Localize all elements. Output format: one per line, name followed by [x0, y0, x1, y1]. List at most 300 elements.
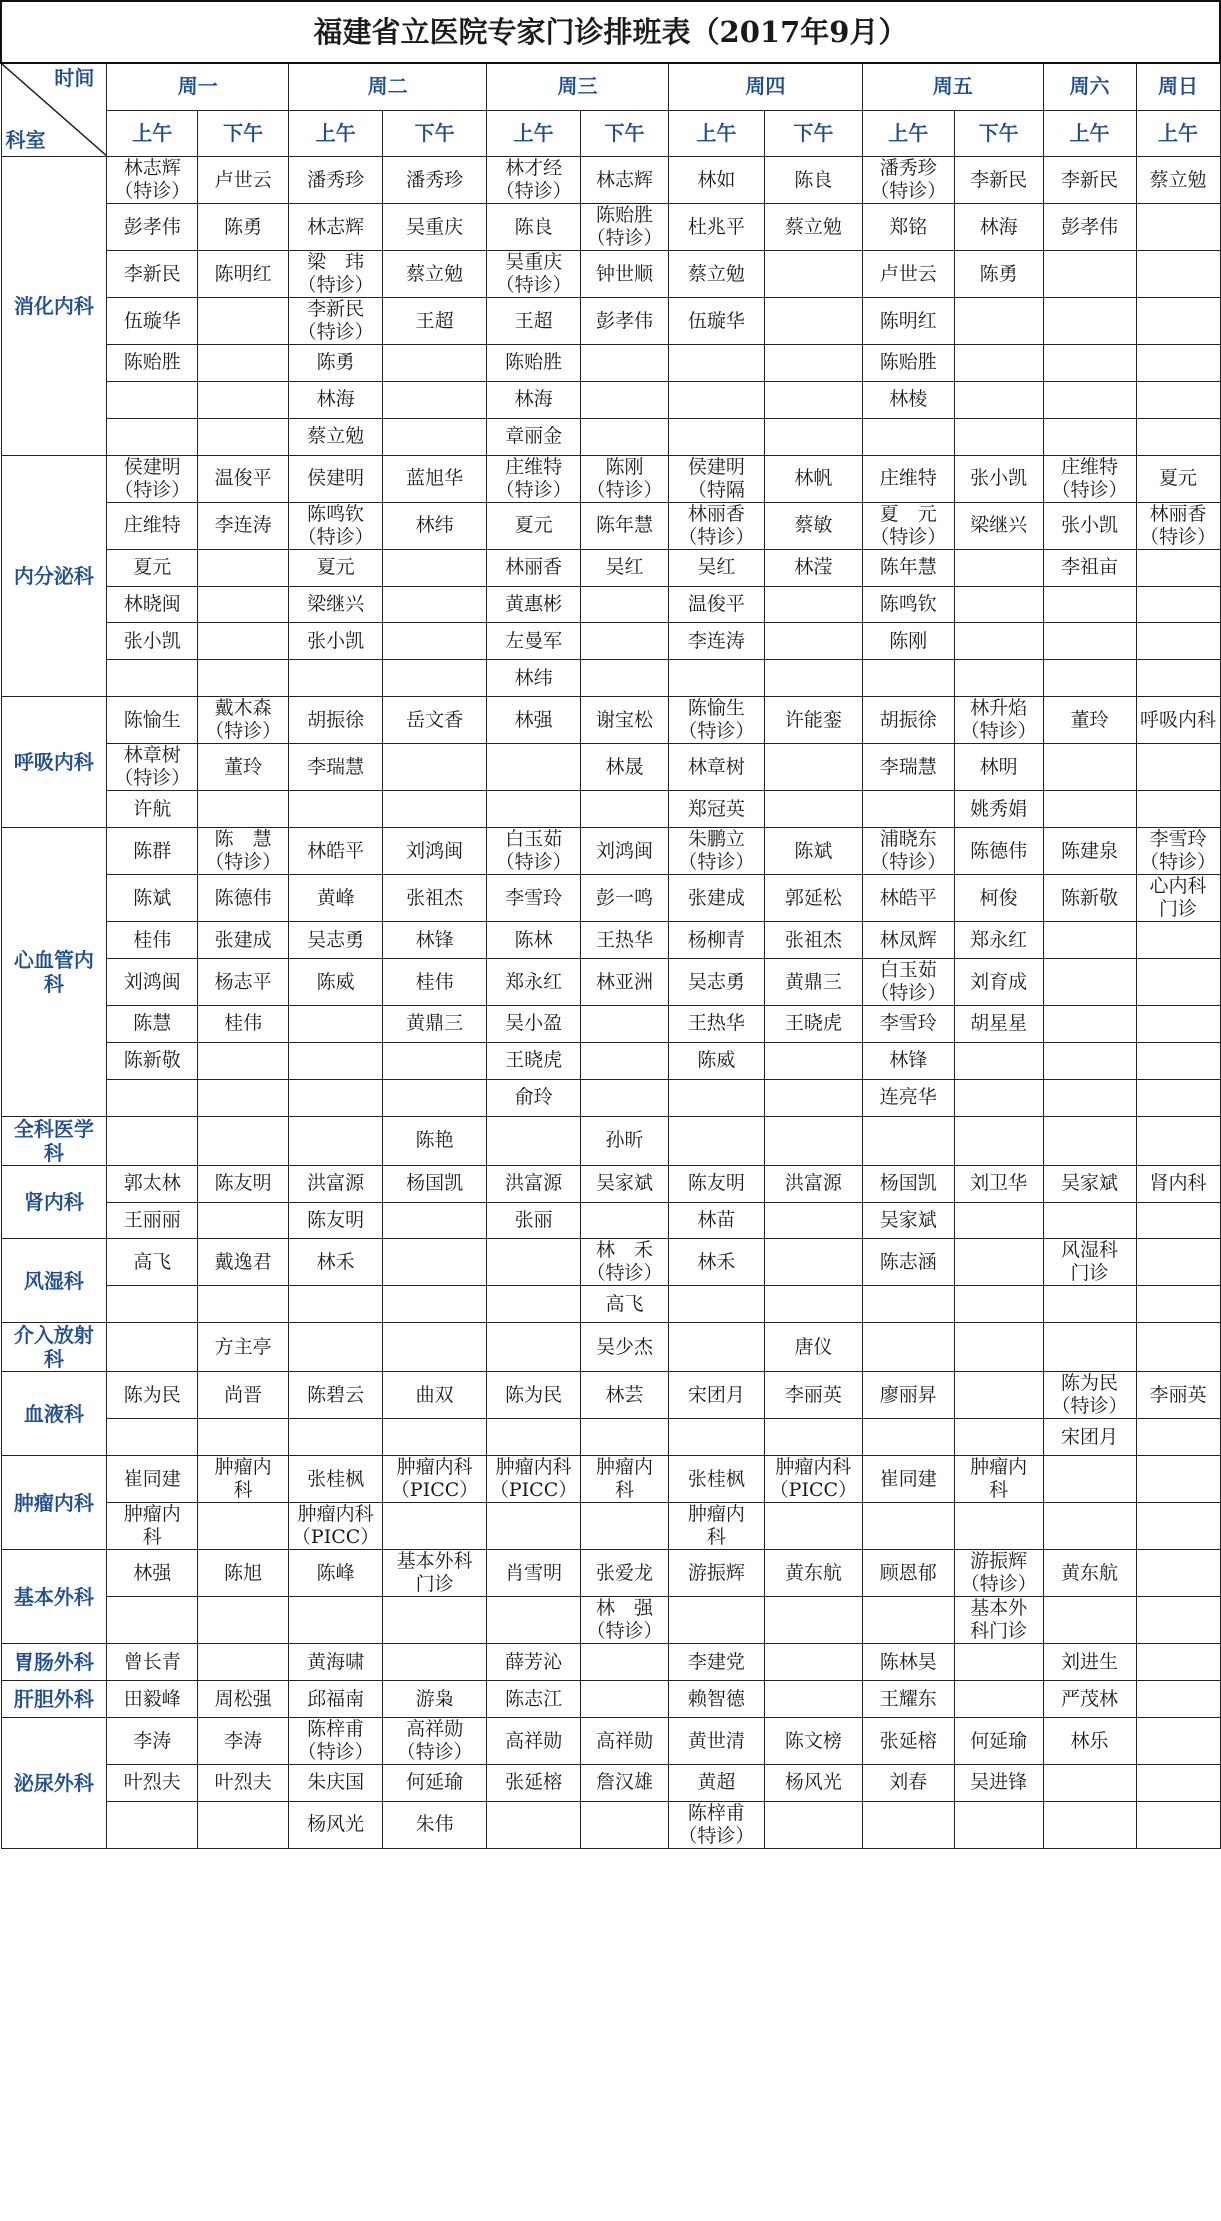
department-name: 心血管内科: [1, 828, 107, 1117]
doctor-cell: [289, 791, 383, 828]
doctor-cell: 梁继兴: [289, 586, 383, 623]
doctor-cell: 陈梓甫 （特诊）: [668, 1801, 764, 1848]
schedule-row: [1, 418, 1220, 455]
doctor-cell: 胡星星: [954, 1006, 1043, 1043]
doctor-cell: [581, 418, 669, 455]
doctor-cell: [954, 1116, 1043, 1165]
doctor-cell: 郑铭: [862, 204, 954, 251]
doctor-cell: 陈愉生: [107, 697, 198, 744]
doctor-cell: 肿瘤内 科: [581, 1456, 669, 1503]
schedule-row: [1, 660, 1220, 697]
doctor-cell: 侯建明 （特诊）: [107, 455, 198, 502]
doctor-cell: [581, 1006, 669, 1043]
doctor-cell: 陈为民: [107, 1372, 198, 1419]
doctor-cell: [764, 1419, 862, 1456]
doctor-cell: 顾恩郁: [862, 1550, 954, 1597]
doctor-cell: [954, 1042, 1043, 1079]
doctor-cell: 风湿科 门诊: [1043, 1239, 1136, 1286]
doctor-cell: [764, 660, 862, 697]
doctor-cell: 李涛: [198, 1718, 289, 1765]
doctor-cell: 陈文榜: [764, 1718, 862, 1765]
doctor-cell: 杨国凯: [862, 1165, 954, 1202]
doctor-cell: [1043, 1801, 1136, 1848]
doctor-cell: [383, 381, 487, 418]
doctor-cell: 王丽丽: [107, 1202, 198, 1239]
doctor-cell: 李丽英: [764, 1372, 862, 1419]
doctor-cell: [1136, 298, 1220, 345]
doctor-cell: 李新民: [1043, 157, 1136, 204]
doctor-cell: 陈峰: [289, 1550, 383, 1597]
doctor-cell: 侯建明 （特隔: [668, 455, 764, 502]
doctor-cell: [383, 1323, 487, 1372]
doctor-cell: [954, 381, 1043, 418]
doctor-cell: [1043, 1597, 1136, 1644]
doctor-cell: 浦晓东 （特诊）: [862, 828, 954, 875]
doctor-cell: 卢世云: [198, 157, 289, 204]
doctor-cell: [198, 1644, 289, 1681]
doctor-cell: 朱鹏立 （特诊）: [668, 828, 764, 875]
doctor-cell: [289, 1419, 383, 1456]
doctor-cell: 林明: [954, 744, 1043, 791]
doctor-cell: 李涛: [107, 1718, 198, 1765]
doctor-cell: [1043, 623, 1136, 660]
doctor-cell: 黄东航: [1043, 1550, 1136, 1597]
schedule-row: [1, 791, 1220, 828]
doctor-cell: 戴逸君: [198, 1239, 289, 1286]
doctor-cell: [581, 791, 669, 828]
doctor-cell: 洪富源: [487, 1165, 581, 1202]
doctor-cell: [668, 1597, 764, 1644]
doctor-cell: [764, 623, 862, 660]
doctor-cell: 陈新敬: [1043, 875, 1136, 922]
doctor-cell: [954, 549, 1043, 586]
doctor-cell: 肿瘤内科 （PICC）: [383, 1456, 487, 1503]
doctor-cell: 肿瘤内 科: [668, 1503, 764, 1550]
doctor-cell: [107, 418, 198, 455]
doctor-cell: 洪富源: [764, 1165, 862, 1202]
doctor-cell: [198, 1286, 289, 1323]
doctor-cell: [862, 1419, 954, 1456]
doctor-cell: 吴少杰: [581, 1323, 669, 1372]
doctor-cell: 林芸: [581, 1372, 669, 1419]
doctor-cell: 张小凯: [954, 455, 1043, 502]
doctor-cell: [954, 298, 1043, 345]
doctor-cell: [289, 1597, 383, 1644]
doctor-cell: 张小凯: [1043, 502, 1136, 549]
doctor-cell: 蔡立勉: [764, 204, 862, 251]
doctor-cell: 张延榕: [862, 1718, 954, 1765]
doctor-cell: 心内科 门诊: [1136, 875, 1220, 922]
doctor-cell: 郭延松: [764, 875, 862, 922]
doctor-cell: [1136, 1456, 1220, 1503]
doctor-cell: 刘春: [862, 1765, 954, 1802]
doctor-cell: 李瑞慧: [862, 744, 954, 791]
doctor-cell: 李祖亩: [1043, 549, 1136, 586]
doctor-cell: [581, 1644, 669, 1681]
doctor-cell: 王超: [383, 298, 487, 345]
doctor-cell: 陈德伟: [198, 875, 289, 922]
doctor-cell: 林皓平: [862, 875, 954, 922]
doctor-cell: [487, 791, 581, 828]
doctor-cell: 潘秀珍: [383, 157, 487, 204]
department-name: 肿瘤内科: [1, 1456, 107, 1550]
corner-header: [1, 63, 107, 157]
doctor-cell: 陈良: [764, 157, 862, 204]
doctor-cell: 董玲: [1043, 697, 1136, 744]
doctor-cell: [581, 1202, 669, 1239]
doctor-cell: 林纬: [383, 502, 487, 549]
doctor-cell: 郑永红: [487, 959, 581, 1006]
doctor-cell: 林志辉 （特诊）: [107, 157, 198, 204]
doctor-cell: 李丽英: [1136, 1372, 1220, 1419]
doctor-cell: [383, 1597, 487, 1644]
doctor-cell: [954, 1079, 1043, 1116]
doctor-cell: [581, 586, 669, 623]
doctor-cell: 基本外 科门诊: [954, 1597, 1043, 1644]
doctor-cell: 游振辉: [668, 1550, 764, 1597]
doctor-cell: 吴家斌: [862, 1202, 954, 1239]
schedule-row: [1, 1042, 1220, 1079]
doctor-cell: [107, 1079, 198, 1116]
doctor-cell: 王热华: [668, 1006, 764, 1043]
doctor-cell: 薛芳沁: [487, 1644, 581, 1681]
doctor-cell: 戴木森 （特诊）: [198, 697, 289, 744]
doctor-cell: 夏元: [487, 502, 581, 549]
doctor-cell: 李瑞慧: [289, 744, 383, 791]
doctor-cell: [668, 1116, 764, 1165]
doctor-cell: 王耀东: [862, 1681, 954, 1718]
doctor-cell: 蔡立勉: [1136, 157, 1220, 204]
schedule-row: [1, 1079, 1220, 1116]
doctor-cell: [764, 1116, 862, 1165]
doctor-cell: [1136, 1801, 1220, 1848]
doctor-cell: 姚秀娟: [954, 791, 1043, 828]
doctor-cell: [487, 1286, 581, 1323]
doctor-cell: [954, 623, 1043, 660]
doctor-cell: 彭孝伟: [107, 204, 198, 251]
doctor-cell: 林志辉: [581, 157, 669, 204]
doctor-cell: [1043, 922, 1136, 959]
doctor-cell: 蓝旭华: [383, 455, 487, 502]
doctor-cell: [581, 345, 669, 382]
doctor-cell: 林帆: [764, 455, 862, 502]
doctor-cell: 叶烈夫: [198, 1765, 289, 1802]
doctor-cell: [1136, 1006, 1220, 1043]
doctor-cell: [1043, 959, 1136, 1006]
doctor-cell: 钟世顺: [581, 251, 669, 298]
doctor-cell: [1136, 1323, 1220, 1372]
doctor-cell: 蔡立勉: [383, 251, 487, 298]
doctor-cell: [1136, 1419, 1220, 1456]
schedule-row: [1, 1165, 1220, 1202]
department-name: 呼吸内科: [1, 697, 107, 828]
doctor-cell: 陈友明: [289, 1202, 383, 1239]
doctor-cell: 林丽香: [487, 549, 581, 586]
schedule-row: [1, 922, 1220, 959]
doctor-cell: [668, 381, 764, 418]
schedule-row: [1, 623, 1220, 660]
doctor-cell: 刘鸿闽: [581, 828, 669, 875]
doctor-cell: 林才经 （特诊）: [487, 157, 581, 204]
doctor-cell: 高飞: [581, 1286, 669, 1323]
doctor-cell: 詹汉雄: [581, 1765, 669, 1802]
doctor-cell: [862, 1286, 954, 1323]
doctor-cell: [383, 1239, 487, 1286]
session-header: 下午: [954, 110, 1043, 156]
doctor-cell: 林如: [668, 157, 764, 204]
doctor-cell: [954, 1503, 1043, 1550]
doctor-cell: [954, 1286, 1043, 1323]
doctor-cell: [383, 660, 487, 697]
doctor-cell: [383, 586, 487, 623]
session-header: 上午: [107, 110, 198, 156]
schedule-row: [1, 1718, 1220, 1765]
schedule-row: [1, 1239, 1220, 1286]
doctor-cell: 伍璇华: [668, 298, 764, 345]
doctor-cell: [1136, 204, 1220, 251]
doctor-cell: 夏元: [1136, 455, 1220, 502]
session-header: 下午: [581, 110, 669, 156]
doctor-cell: [383, 1503, 487, 1550]
department-name: 胃肠外科: [1, 1644, 107, 1681]
schedule-row: [1, 1681, 1220, 1718]
doctor-cell: [383, 549, 487, 586]
doctor-cell: [487, 1419, 581, 1456]
doctor-cell: [383, 1079, 487, 1116]
doctor-cell: [198, 418, 289, 455]
doctor-cell: 陈友明: [668, 1165, 764, 1202]
doctor-cell: 林滢: [764, 549, 862, 586]
doctor-cell: [764, 1597, 862, 1644]
doctor-cell: 杨国凯: [383, 1165, 487, 1202]
doctor-cell: [954, 1239, 1043, 1286]
doctor-cell: 林锋: [383, 922, 487, 959]
doctor-cell: [1136, 1681, 1220, 1718]
session-header: 上午: [862, 110, 954, 156]
doctor-cell: [1043, 660, 1136, 697]
doctor-cell: 黄鼎三: [383, 1006, 487, 1043]
doctor-cell: 周松强: [198, 1681, 289, 1718]
doctor-cell: [198, 791, 289, 828]
doctor-cell: [1043, 1765, 1136, 1802]
doctor-cell: 杨志平: [198, 959, 289, 1006]
doctor-cell: 吴红: [581, 549, 669, 586]
doctor-cell: 梁继兴: [954, 502, 1043, 549]
doctor-cell: 林海: [289, 381, 383, 418]
session-header: 上午: [1136, 110, 1220, 156]
schedule-row: [1, 959, 1220, 1006]
doctor-cell: 谢宝松: [581, 697, 669, 744]
doctor-cell: [487, 1597, 581, 1644]
doctor-cell: 呼吸内科: [1136, 697, 1220, 744]
doctor-cell: [954, 1202, 1043, 1239]
doctor-cell: 朱庆国: [289, 1765, 383, 1802]
doctor-cell: [289, 1006, 383, 1043]
doctor-cell: 岳文香: [383, 697, 487, 744]
day-header: 周日: [1136, 63, 1220, 110]
doctor-cell: [668, 418, 764, 455]
doctor-cell: 庄维特 （特诊）: [1043, 455, 1136, 502]
doctor-cell: [764, 1042, 862, 1079]
doctor-cell: [1136, 922, 1220, 959]
department-name: 肝胆外科: [1, 1681, 107, 1718]
doctor-cell: [668, 1419, 764, 1456]
doctor-cell: 杨风光: [289, 1801, 383, 1848]
doctor-cell: 张小凯: [289, 623, 383, 660]
doctor-cell: 胡振徐: [862, 697, 954, 744]
department-name: 基本外科: [1, 1550, 107, 1644]
doctor-cell: [862, 1503, 954, 1550]
doctor-cell: 彭孝伟: [1043, 204, 1136, 251]
doctor-cell: [954, 1323, 1043, 1372]
doctor-cell: 陈友明: [198, 1165, 289, 1202]
doctor-cell: 彭一鸣: [581, 875, 669, 922]
doctor-cell: 林禾: [668, 1239, 764, 1286]
doctor-cell: 吴家斌: [581, 1165, 669, 1202]
doctor-cell: 林锋: [862, 1042, 954, 1079]
doctor-cell: 赖智德: [668, 1681, 764, 1718]
doctor-cell: [1043, 298, 1136, 345]
doctor-cell: [383, 744, 487, 791]
doctor-cell: 郭太林: [107, 1165, 198, 1202]
doctor-cell: [764, 1079, 862, 1116]
doctor-cell: 卢世云: [862, 251, 954, 298]
doctor-cell: [581, 1419, 669, 1456]
doctor-cell: 陈为民: [487, 1372, 581, 1419]
doctor-cell: 庄维特: [107, 502, 198, 549]
doctor-cell: 高飞: [107, 1239, 198, 1286]
doctor-cell: 李新民: [954, 157, 1043, 204]
doctor-cell: 李新民 （特诊）: [289, 298, 383, 345]
doctor-cell: 游振辉 （特诊）: [954, 1550, 1043, 1597]
doctor-cell: 张延榕: [487, 1765, 581, 1802]
doctor-cell: [764, 586, 862, 623]
doctor-cell: [289, 1286, 383, 1323]
schedule-row: [1, 1503, 1220, 1550]
doctor-cell: 白玉茹 （特诊）: [487, 828, 581, 875]
doctor-cell: 陈年慧: [581, 502, 669, 549]
doctor-cell: [954, 660, 1043, 697]
doctor-cell: 王热华: [581, 922, 669, 959]
doctor-cell: [289, 1323, 383, 1372]
doctor-cell: 黄海啸: [289, 1644, 383, 1681]
doctor-cell: [1043, 418, 1136, 455]
doctor-cell: [581, 381, 669, 418]
doctor-cell: [1043, 1202, 1136, 1239]
doctor-cell: [1043, 1042, 1136, 1079]
doctor-cell: [107, 660, 198, 697]
schedule-row: [1, 1456, 1220, 1503]
doctor-cell: [487, 1323, 581, 1372]
schedule-row: [1, 697, 1220, 744]
session-header: 上午: [487, 110, 581, 156]
doctor-cell: 陈鸣钦 （特诊）: [289, 502, 383, 549]
doctor-cell: 李连涛: [668, 623, 764, 660]
doctor-cell: 刘卫华: [954, 1165, 1043, 1202]
schedule-row: [1, 1323, 1220, 1372]
doctor-cell: 陈斌: [107, 875, 198, 922]
doctor-cell: [1043, 1116, 1136, 1165]
doctor-cell: 彭孝伟: [581, 298, 669, 345]
doctor-cell: 陈威: [668, 1042, 764, 1079]
doctor-cell: 许能銮: [764, 697, 862, 744]
doctor-cell: 杨柳青: [668, 922, 764, 959]
doctor-cell: 孙昕: [581, 1116, 669, 1165]
department-name: 介入放射科: [1, 1323, 107, 1372]
doctor-cell: [1043, 744, 1136, 791]
doctor-cell: [668, 1323, 764, 1372]
doctor-cell: 陈鸣钦: [862, 586, 954, 623]
doctor-cell: 林纬: [487, 660, 581, 697]
schedule-row: [1, 1116, 1220, 1165]
department-name: 肾内科: [1, 1165, 107, 1239]
doctor-cell: 张丽: [487, 1202, 581, 1239]
doctor-cell: 温俊平: [668, 586, 764, 623]
doctor-cell: 肿瘤内 科: [954, 1456, 1043, 1503]
doctor-cell: [1043, 1323, 1136, 1372]
doctor-cell: 陈贻胜: [487, 345, 581, 382]
doctor-cell: [487, 1239, 581, 1286]
doctor-cell: 李连涛: [198, 502, 289, 549]
doctor-cell: 梁 玮 （特诊）: [289, 251, 383, 298]
page-title: 福建省立医院专家门诊排班表（2017年9月）: [1, 1, 1220, 63]
doctor-cell: [383, 623, 487, 660]
session-header: 上午: [1043, 110, 1136, 156]
doctor-cell: [1136, 1116, 1220, 1165]
doctor-cell: [487, 1801, 581, 1848]
doctor-cell: [581, 1801, 669, 1848]
department-name: 消化内科: [1, 157, 107, 456]
doctor-cell: 郑冠英: [668, 791, 764, 828]
session-header: 上午: [668, 110, 764, 156]
doctor-cell: 吴小盈: [487, 1006, 581, 1043]
doctor-cell: [1136, 1718, 1220, 1765]
doctor-cell: 陈威: [289, 959, 383, 1006]
doctor-cell: 蔡立勉: [289, 418, 383, 455]
doctor-cell: 吴红: [668, 549, 764, 586]
doctor-cell: [1043, 1456, 1136, 1503]
doctor-cell: [1043, 586, 1136, 623]
doctor-cell: 林晟: [581, 744, 669, 791]
doctor-cell: [764, 1202, 862, 1239]
doctor-cell: [383, 1042, 487, 1079]
doctor-cell: [289, 1079, 383, 1116]
doctor-cell: 宋团月: [668, 1372, 764, 1419]
doctor-cell: 高祥勋: [487, 1718, 581, 1765]
doctor-cell: 陈勇: [198, 204, 289, 251]
doctor-cell: [862, 791, 954, 828]
doctor-cell: 吴志勇: [289, 922, 383, 959]
doctor-cell: [198, 1419, 289, 1456]
doctor-cell: [668, 345, 764, 382]
schedule-row: [1, 1550, 1220, 1597]
doctor-cell: [1136, 1550, 1220, 1597]
doctor-cell: [1043, 345, 1136, 382]
doctor-cell: 洪富源: [289, 1165, 383, 1202]
doctor-cell: 庄维特 （特诊）: [487, 455, 581, 502]
doctor-cell: [764, 345, 862, 382]
doctor-cell: [1136, 418, 1220, 455]
doctor-cell: 俞玲: [487, 1079, 581, 1116]
doctor-cell: 桂伟: [107, 922, 198, 959]
doctor-cell: 林章树: [668, 744, 764, 791]
doctor-cell: 曲双: [383, 1372, 487, 1419]
doctor-cell: [198, 1503, 289, 1550]
doctor-cell: [198, 1116, 289, 1165]
doctor-cell: 崔同建: [862, 1456, 954, 1503]
schedule-row: [1, 1202, 1220, 1239]
doctor-cell: 林 禾 （特诊）: [581, 1239, 669, 1286]
